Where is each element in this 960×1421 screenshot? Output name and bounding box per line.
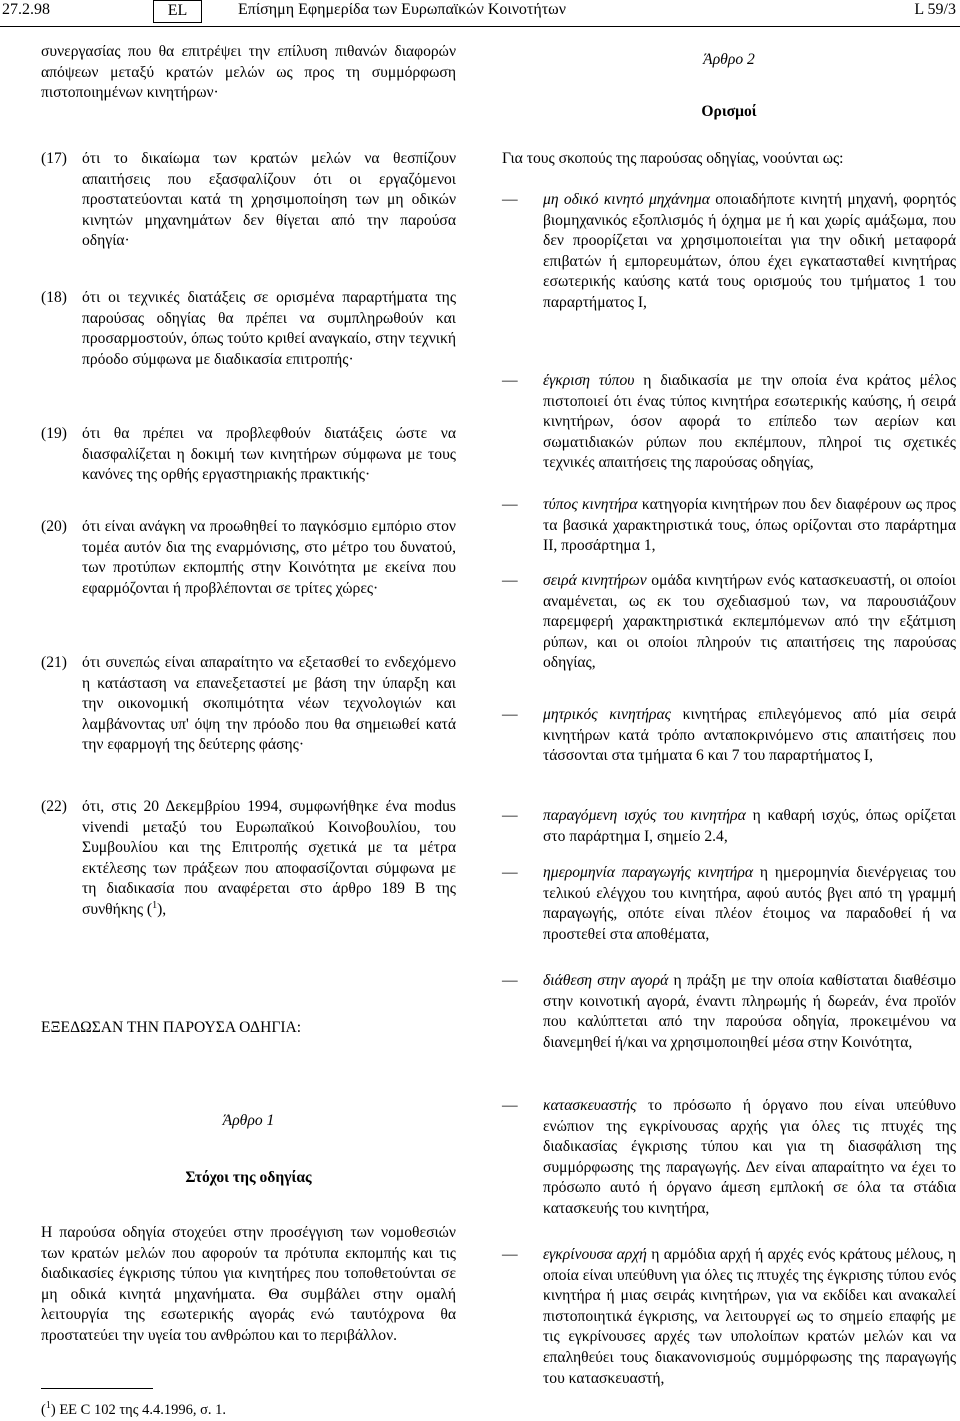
definition-term: μη οδικό κινητό μηχάνημα — [543, 191, 710, 208]
intro-paragraph: συνεργασίας που θα επιτρέψει την επίλυση πιθανών διαφορών απόψεων μεταξύ κρατών μελών ως προς τη συμμόρφωση πιστοποιημένων κινητήρων· — [41, 43, 456, 102]
definition-item — [502, 1096, 956, 1220]
journal-title: Επίσημη Εφημερίδα των Ευρωπαϊκών Κοινοτήτων — [238, 1, 566, 18]
footnote-rule — [41, 1388, 153, 1389]
recital-22 — [41, 797, 456, 921]
definition-text: το πρόσωπο ή όργανο που είναι υπεύθυνο ενώπιον της εγκρίνουσας αρχής για όλες τις πτυχές της διαδικασίας έγκρισης τύπου και για τη διασφάλιση της συμμόρφωσης της παραγωγής. Δεν είναι απαραίτητο να έχει το πρόσωπο αυτό ή όργανο άμεση εμπλοκή σε όλα τα στάδια κατασκευής του κινητήρα, — [543, 1097, 956, 1217]
list-dash: — — [502, 1246, 518, 1263]
definition-text: η πράξη με την οποία καθίσταται διαθέσιμο στην κοινοτική αγορά, έναντι πληρωμής ή δωρεάν, ένα προϊόν που καλύπτεται από την παρούσα οδηγία, προκειμένου να διανεμηθεί ή/και να χρησιμοποιηθεί μέσα στην Κοινότητα, — [543, 972, 956, 1051]
list-dash: — — [502, 864, 518, 881]
definition-term: τύπος κινητήρα — [543, 496, 638, 513]
definition-item — [502, 863, 956, 945]
enacting-formula: ΕΞΕΔΩΣΑΝ ΤΗΝ ΠΑΡΟΥΣΑ ΟΔΗΓΙΑ: — [41, 1019, 302, 1036]
definition-text: κινητήρας επιλεγόμενος από μία σειρά κινητήρων κατά τρόπο ανταποκρινόμενο στις απαιτήσεις που τάσσονται στα τμήματα 6 και 7 του παραρτήματος Ι, — [543, 706, 956, 765]
definition-item — [502, 971, 956, 1053]
list-dash: — — [502, 972, 518, 989]
article-2-title: Ορισμοί — [701, 103, 757, 120]
list-dash: — — [502, 191, 518, 208]
recital-18 — [41, 288, 456, 370]
list-dash: — — [502, 1097, 518, 1114]
definition-term: παραγόμενη ισχύς του κινητήρα — [543, 807, 746, 824]
recital-text: ότι είναι ανάγκη να προωθηθεί το παγκόσμιο εμπόριο στον τομέα αυτόν δια της εναρμόνισης, στο μέτρο του δυνατού, των προτύπων εκπομπής στην Κοινότητα με εκείνα που εφαρμόζονται ή προβλέπονται σε τρίτες χώρες· — [82, 518, 456, 597]
list-dash: — — [502, 706, 518, 723]
language-code-box: EL — [153, 0, 202, 23]
list-dash: — — [502, 572, 518, 589]
definition-item — [502, 1245, 956, 1389]
recital-text: ότι το δικαίωμα των κρατών μελών να θεσπίζουν απαιτήσεις που εξασφαλίζουν ότι οι εργαζόμενοι προστατεύονται κατά τη χρησιμοποίηση των μη οδικών κινητών μηχανημάτων δεν θίγεται από την παρούσα οδηγία· — [82, 150, 456, 250]
definition-text: η διαδικασία με την οποία ένα κράτος μέλος πιστοποιεί ότι ένας τύπος κινητήρα εσωτερικής καύσης, ή σειρά κινητήρων, όσον αφορά το επίπεδο των αερίων και σωματιδιακών ρύπων που εκπέμπουν, πληροί τις σχετικές τεχνικές απαιτήσεις της παρούσας οδηγίας, — [543, 372, 956, 472]
recital-20 — [41, 517, 456, 599]
definition-item — [502, 371, 956, 474]
recital-text — [82, 797, 456, 921]
list-dash: — — [502, 496, 518, 513]
definition-item — [502, 571, 956, 674]
list-dash: — — [502, 372, 518, 389]
article-2-heading: Άρθρο 2 — [703, 51, 755, 68]
page-number: L 59/3 — [914, 1, 956, 18]
recital-number: (18) — [41, 289, 67, 306]
definition-text: κατηγορία κινητήρων που δεν διαφέρουν ως προς τα βασικά χαρακτηριστικά τους, όπως ορίζονται στο παράρτημα ΙΙ, προσάρτημα 1, — [543, 496, 956, 555]
definitions-lead: Για τους σκοπούς της παρούσας οδηγίας, νοούνται ως: — [502, 150, 844, 167]
definition-item — [502, 806, 956, 847]
article-1-heading: Άρθρο 1 — [222, 1112, 275, 1129]
header-date: 27.2.98 — [2, 1, 50, 18]
article-1-text: Η παρούσα οδηγία στοχεύει στην προσέγγιση των νομοθεσιών των κρατών μελών που αφορούν τα πρότυπα εκπομπής και τις διαδικασίες έγκρισης τύπου για κινητήρες που τοποθετούνται σε μη οδικά κινητά μηχανήματα. Θα συμβάλει στην ομαλή λειτουργία της εσωτερικής αγοράς ενώ ταυτόχρονα θα προστατεύει την υγεία του ανθρώπου και το περιβάλλον. — [41, 1224, 456, 1344]
footnote-reference: 1 — [152, 899, 158, 911]
definition-text: η αρμόδια αρχή ή αρχές ενός κράτους μέλους, η οποία είναι υπεύθυνη για όλες τις πτυχές της έγκρισης τύπου ενός κινητήρα ή μιας σειράς κινητήρων, για να εκδίδει και ανακαλεί πιστοποιητικά έγκρισης, να λειτουργεί ως το σημείο επαφής με τις εγκρίνουσες αρχές των υπολοίπων κρατών μελών και να επαληθεύει τους διακανονισμούς συμμόρφωσης της παραγωγής του κατασκευαστή, — [543, 1246, 956, 1387]
recital-body: ότι, στις 20 Δεκεμβρίου 1994, συμφωνήθηκε ένα modus vivendi μεταξύ του Ευρωπαϊκού Κοινοβουλίου, του Συμβουλίου και της Επιτροπής σχετικά με τα μέτρα εκτέλεσης των πράξεων που αποφασίζονται σύμφωνα με τη διαδικασία που αναφέρεται στο άρθρο 189 Β της συνθήκης ( — [82, 798, 456, 918]
footnote: ($^1$) ΕΕ C 102 της 4.4.1996, σ. 1. — [41, 1400, 227, 1418]
header-rule — [0, 26, 960, 27]
definition-term: κατασκευαστής — [543, 1097, 637, 1114]
recital-text: ότι οι τεχνικές διατάξεις σε ορισμένα παραρτήματα της παρούσας οδηγίας θα πρέπει να συμπληρωθούν και προσαρμοστούν, όπως τούτο κριθεί αναγκαίο, στην τεχνική πρόοδο σύμφωνα με διαδικασία επιτροπής· — [82, 289, 456, 368]
footnote-mark: 1 — [45, 1400, 51, 1412]
definition-text: οποιαδήποτε κινητή μηχανή, φορητός βιομηχανικός εξοπλισμός ή όχημα με ή και χωρίς αμάξωμα, που δεν προορίζεται να χρησιμοποιείται για την οδική μεταφορά επιβατών ή εμπορευμάτων, όπου έχει εγκατασταθεί κινητήρας εσωτερικής καύσης κατά τους ορισμούς του τμήματος 1 του παραρτήματος Ι, — [543, 191, 956, 311]
recital-number: (21) — [41, 654, 67, 671]
recital-21 — [41, 653, 456, 756]
definition-term: εγκρίνουσα αρχή — [543, 1246, 647, 1263]
recital-number: (17) — [41, 150, 67, 167]
recital-number: (19) — [41, 425, 67, 442]
recital-19 — [41, 424, 456, 486]
definition-term: σειρά κινητήρων — [543, 572, 647, 589]
definition-text: ομάδα κινητήρων ενός κατασκευαστή, οι οποίοι αναμένεται, ως εκ του σχεδιασμού των, να παρουσιάζουν παρεμφερή χαρακτηριστικά εκπεμπόμενων από την εξάτμιση ρύπων, και οι οποίοι πληρούν τις απαιτήσεις της παρούσας οδηγίας, — [543, 572, 956, 672]
recital-number: (22) — [41, 798, 67, 815]
recital-text: ότι θα πρέπει να προβλεφθούν διατάξεις ώστε να διασφαλίζεται η δοκιμή των κινητήρων σύμφωνα με τους κανόνες της ορθής εργαστηριακής πρακτικής· — [82, 425, 456, 484]
list-dash: — — [502, 807, 518, 824]
definition-term: μητρικός κινητήρας — [543, 706, 671, 723]
definition-term: διάθεση στην αγορά — [543, 972, 669, 989]
definition-item — [502, 705, 956, 767]
footnote-text: ΕΕ C 102 της 4.4.1996, σ. 1. — [59, 1402, 227, 1418]
definition-item — [502, 190, 956, 314]
recital-tail: ), — [157, 900, 167, 918]
definition-term: ημερομηνία παραγωγής κινητήρα — [543, 864, 754, 881]
definition-text: η ημερομηνία διενέργειας του τελικού ελέγχου του κινητήρα, αφού αυτός βγει από τη γραμμή παραγωγής, οπότε είναι πλέον έτοιμος να παραδοθεί ή να προστεθεί στα αποθέματα, — [543, 864, 956, 943]
definition-term: έγκριση τύπου — [543, 372, 635, 389]
article-1-title: Στόχοι της οδηγίας — [185, 1169, 312, 1186]
definition-text: η καθαρή ισχύς, όπως ορίζεται στο παράρτημα Ι, σημείο 2.4, — [543, 807, 956, 845]
definition-item — [502, 495, 956, 557]
page-header — [0, 0, 960, 26]
recital-17 — [41, 149, 456, 252]
recital-text: ότι συνεπώς είναι απαραίτητο να εξετασθεί το ενδεχόμενο η κατάσταση να επανεξεταστεί με βάση την ύπαρξη και την οικονομική σκοπιμότητα νέων τεχνολογιών και λαμβάνοντας υπ' όψη την πρόοδο που θα σημειωθεί κατά την εφαρμογή της δεύτερης φάσης· — [82, 654, 456, 754]
recital-number: (20) — [41, 518, 67, 535]
